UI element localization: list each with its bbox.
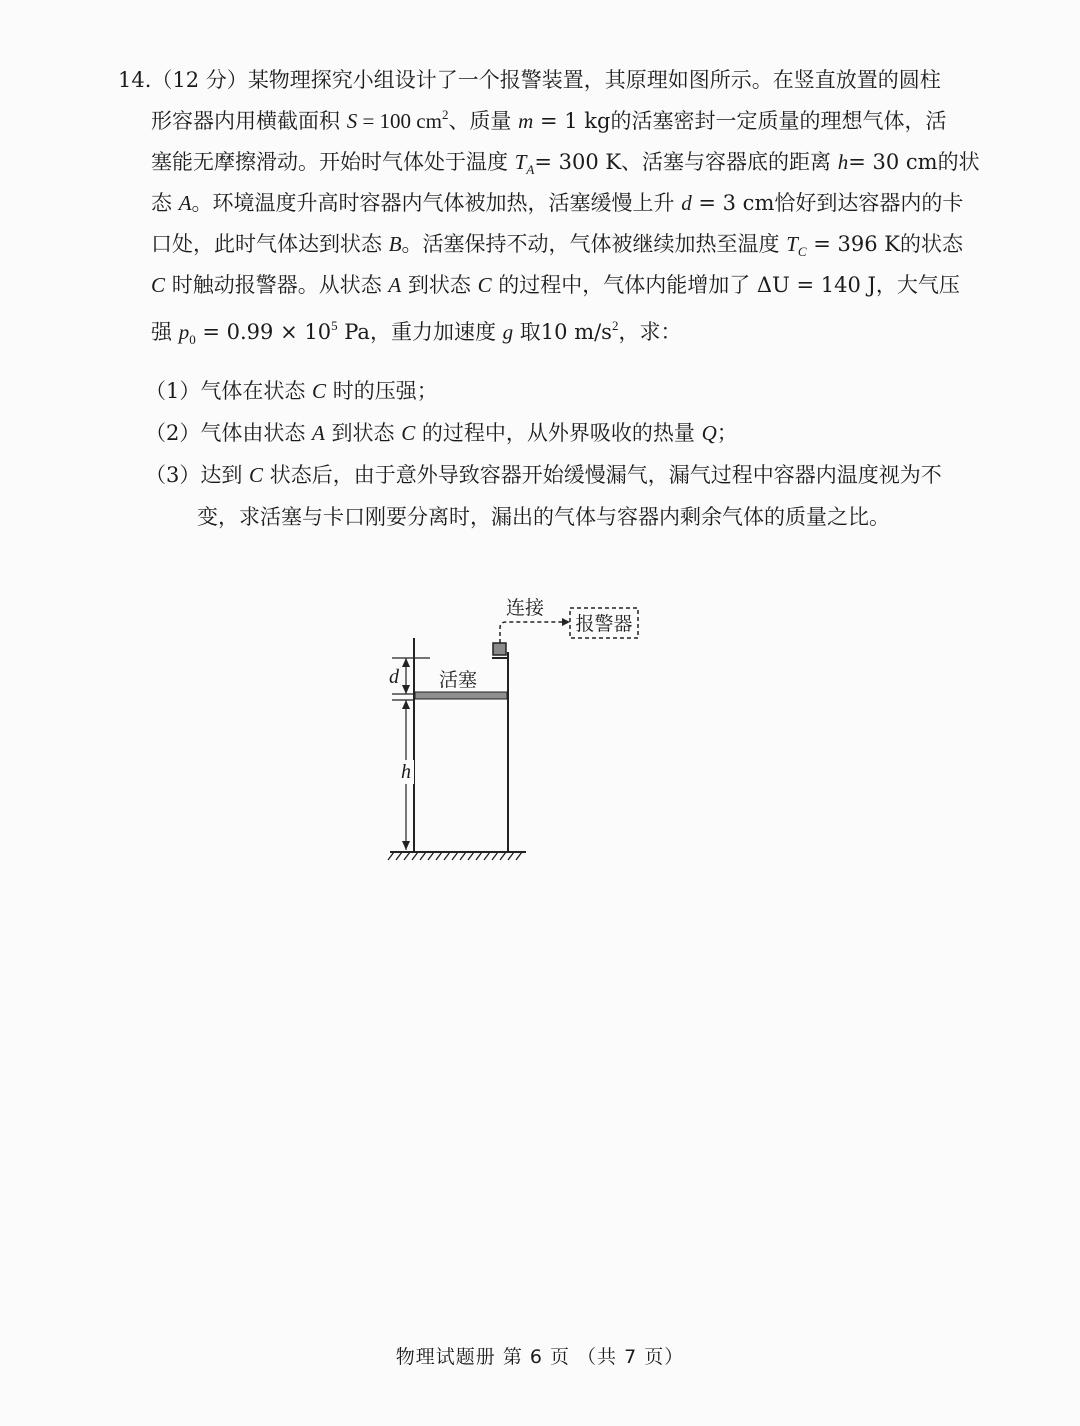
piston [415,692,507,699]
question-3-continued: 变，求活塞与卡口刚要分离时，漏出的气体与容器内剩余气体的质量之比。 [197,505,890,529]
alarm-label: 报警器 [575,613,633,635]
h-label: h [401,761,411,783]
arrow-head [562,618,570,626]
sensor-block [493,643,506,655]
question-3: （3）达到 C 状态后，由于意外导致容器开始缓慢漏气，漏气过程中容器内温度视为不 [145,463,942,487]
problem-line-6: C 时触动报警器。从状态 A 到状态 C 的过程中，气体内能增加了 ΔU = 140 J，大气压 [151,273,960,297]
problem-line-3: 塞能无摩擦滑动。开始时气体处于温度 $T_A= 300$ K、活塞与容器底的距离 h= 30 cm的状 [151,150,980,177]
problem-line-5: 口处，此时气体达到状态 B。活塞保持不动，气体被继续加热至温度 $T_C = 396$ K的状态 [151,232,963,259]
problem-line-1: 14.（12 分）某物理探究小组设计了一个报警装置，其原理如图所示。在竖直放置的圆柱 [118,68,941,92]
problem-14 [118,60,980,353]
problem-line-7: 强 $p_0 = 0.99 \times 10^5$ Pa，重力加速度 g 取10 $m/s^2$，求： [151,318,682,347]
problem-score: （12 分） [151,68,248,92]
sub-questions [145,370,965,538]
problem-line-4: 态 A。环境温度升高时容器内气体被加热，活塞缓慢上升 d = 3 cm恰好到达容器内的卡 [151,191,964,215]
connect-label: 连接 [505,597,545,619]
page-footer: 物理试题册 第 6 页 （共 7 页） [395,1346,685,1368]
problem-line-2: 形容器内用横截面积 S = 100 $cm^2$、质量 m = 1 kg的活塞密封一定质量的理想气体，活 [151,107,947,133]
ground-hatch [388,852,522,860]
piston-label: 活塞 [438,669,478,691]
wire [500,622,562,643]
question-2: （2）气体由状态 A 到状态 C 的过程中，从外界吸收的热量 Q； [145,421,738,445]
apparatus-diagram [380,590,660,870]
d-label: d [389,666,399,688]
question-1: （1）气体在状态 C 时的压强； [145,379,438,403]
problem-number: 14. [118,68,152,92]
